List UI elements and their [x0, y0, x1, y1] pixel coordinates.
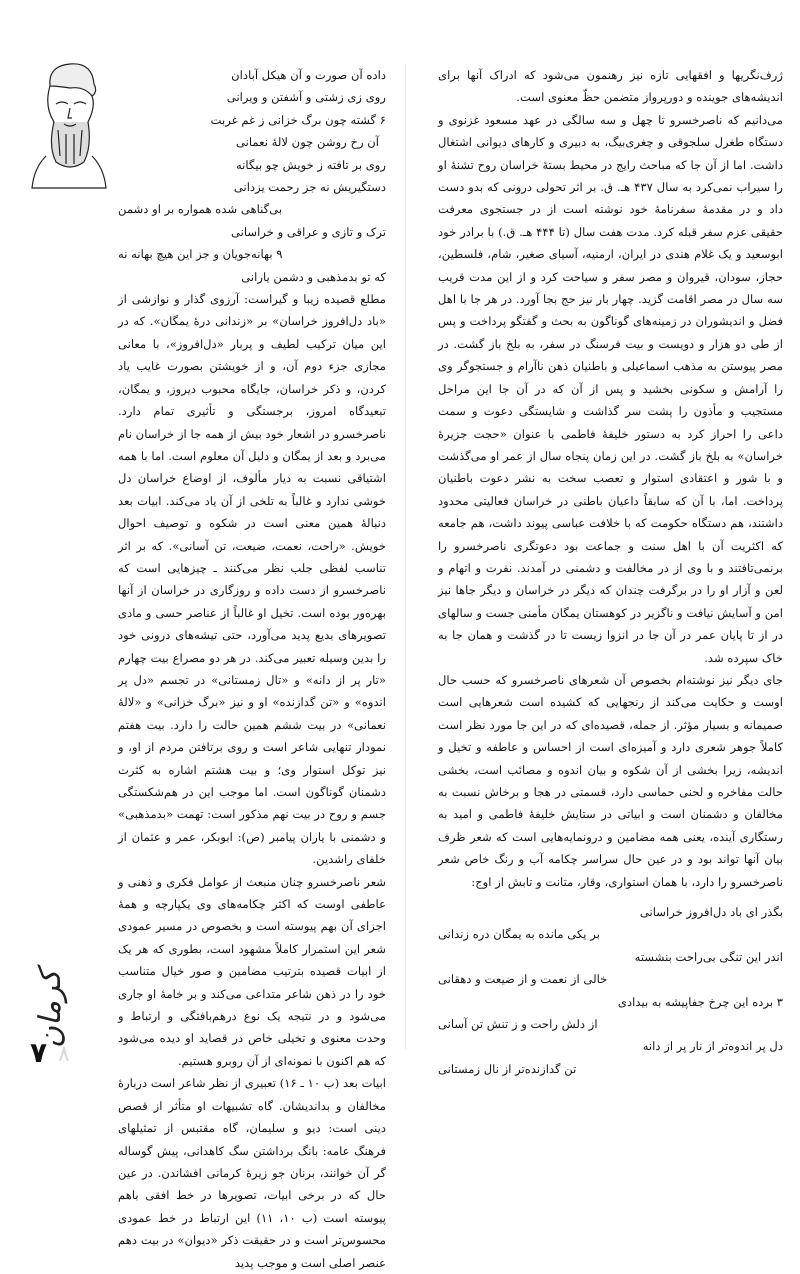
magazine-title: کرمان [33, 969, 68, 1048]
poem-line: ۳ برده این چرخ جفاپیشه به بیدادی [617, 994, 783, 1009]
paragraph: ژرف‌نگریها و افقهایی تازه نیز رهنمون می‌شود که ادراک آنها برای اندیشه‌های جوینده و دورپرواز متضمن حظّ معنوی است. [438, 68, 783, 105]
poem-line: ترک و تازی و عراقی و خراسانی [230, 224, 386, 239]
column-divider [405, 64, 406, 1049]
paragraph: مطلع قصیده زیبا و گیراست: آرزوی گذار و نوازشی از «باد دل‌افروز خراسان» بر «زندانی درهٔ یمگان». که در این میان ترکیب لطیف و پربار «دل‌افروز»، با معانی مجازی جزء دوم آن، و از خویشتن بصورت غایب یاد کردن، و ذکر خراسان، جایگاه محبوب دیروز، و یمگان، تبعیدگاه امروز، برجستگی و تأثیری تمام دارد. ناصرخسرو در اشعار خود بیش از همه جا از خراسان نام می‌برد و بعد از یمگان و دلیل آن معلوم است. اما با همه اشتیاقی نسبت به دیار مألوف، از اوضاع خراسان دل خوشی ندارد و غالباً به تلخی از آن یاد می‌کند. ابیات بعد دنبالهٔ همین معنی است در شکوه و توصیف احوال خویش. «راحت، نعمت، ضیعت، تن آسانی». که بر اثر تناسب لفظی جلب نظر می‌کنند ـ چیزهایی است که ناصرخسرو از دست داده و روزگاری در خراسان از آنها بهره‌ور بوده است. تخیل او غالباً از عناصر حسی و مادی تصویرهای بدیع پدید می‌آورد، حتی تیشه‌های درونی خود را بدین وسیله تعبیر می‌کند. در هر دو مصراع بیت چهارم «تار پر از دانه» و «تال زمستانی» در تجسم «دل پر اندوه» و «تن گدازنده» او و نیز «برگ خزانی» و «لالهٔ نعمانی» در بیت ششم همین حالت را دارد. بیت هفتم نمودار تنهایی شاعر است و روی برتافتن مردم از او، و نیز توکل استوار وی؛ و بیت هشتم اشاره به کثرت دشمنان گوناگون است. اما موجب این در هم‌شکستگی جسم و روح در بیت نهم مذکور است: تهمت «بدمذهبی» و دشمنی با یاران پیامبر (ص): ابوبکر، عمر و عثمان از خلفای راشدین. [118, 292, 386, 867]
poem-line: روی زی زشتی و آشفتن و ویرانی [226, 90, 386, 105]
page-number: ۷ [30, 1036, 48, 1069]
paragraph: شعر ناصرخسرو چنان منبعث از عوامل فکری و ذهنی و عاطفی اوست که اکثر چکامه‌های وی یکپارچه و همهٔ اجزای آن بهم پیوسته است و بخصوص در مسیر عمودی شعر این استمرار کاملاً مشهود است، بطوری که هر یک از ابیات قصیده بترتیب مضامین و صور خیال متناسب خود را در ذهن شاعر متداعی می‌کند و بر خامهٔ او جاری می‌شود و در نتیجه یک نوع درهم‌بافتگی و ارتباط و وحدت معنوی و تخیلی خاص در قصاید او دیده می‌شود که هم اکنون با نمونه‌ای از آن روبرو هستیم. [118, 874, 386, 1068]
poem-line: روی بر تافته ز خویش چو بیگانه [235, 157, 386, 172]
poem-line: از دلش راحت و ز تنش تن آسانی [438, 1017, 598, 1032]
right-column [438, 64, 783, 1080]
paragraph: جای دیگر نیز نوشته‌ام بخصوص آن شعرهای ناصرخسرو که حسب حال اوست و حکایت می‌کند از رنجهایی که کشیده است شعرهایی است صمیمانه و بسیار مؤثر. از جمله، قصیده‌ای که در این جا مورد نظر است کاملاً جوهر شعری دارد و آمیزه‌ای است از احساس و عاطفه و تخیل و اندیشه، زیرا بخشی از آن شکوه و بیان اندوه و مصائب است، بخشی حالت مفاخره و لحنی حماسی دارد، قسمتی در هجا و برخاش نسبت به مخالفان و دشمنان است و ابیاتی در ستایش خلیفهٔ فاطمی و امید به رستگاری آینده، یعنی همه مضامین و درونمایه‌هایی است که شعر ظرف بیان آنها تواند بود و در عین حال سراسر چکامه آب و رنگ خاص شعر ناصرخسرو را دارد، با همان استواری، وقار، متانت و تابش از اوج: [438, 672, 783, 889]
poem-line: ۶ گشته چون برگ خزانی ز غم غربت [210, 112, 386, 127]
paragraph: ابیات بعد (ب ۱۰ ـ ۱۶) تعبیری از نظر شاعر است دربارهٔ مخالفان و بداندیشان. گاه تشبیهات او متأثر از قصص دینی است: دیو و سلیمان، گاه مقتبس از تمثیلهای فرهنگ عامه: بانگ برداشتن سگ کاهدانی، پیش گوساله گر آن خوانند، برنان جو زیرهٔ کرمانی افشاندن. در عین حال که در برخی ابیات، تصویرها در خط افقی باهم پیوسته است (ب ۱۰، ۱۱) این ارتباط در خط عمودی محسوس‌تر است و در حقیقت ذکر «دیوان» در بیت دهم عنصر اصلی است و موجب پدید [118, 1076, 386, 1270]
poem-line: آن رخ روشن چون لالهٔ نعمانی [236, 135, 379, 150]
portrait-illustration [26, 56, 112, 192]
poem-block [438, 901, 783, 1080]
left-column [118, 64, 386, 1274]
poem-line: داده آن صورت و آن هیکل آبادان [231, 68, 386, 82]
poem-line: خالی از نعمت و از ضیعت و دهقانی [438, 972, 608, 987]
poem-line: اندر این تنگی بی‌راحت بنشسته [634, 949, 783, 964]
poem-line: دل پر اندوه‌تر از نار پر از دانه [642, 1039, 783, 1054]
poem-line: دستگیریش نه جز رحمت یزدانی [233, 180, 386, 195]
poem-line: بگذر ای باد دل‌افروز خراسانی [639, 905, 783, 920]
paragraph: می‌دانیم که ناصرخسرو تا چهل و سه سالگی در عهد مسعود غزنوی و دستگاه طغرل سلجوقی و چغری‌بیگ، به دبیری و کارهای دیوانی اشتغال داشت. اما از آن جا که مباحث رایج در محیط بستهٔ خراسان روح تشنهٔ او را سیراب نمی‌کرد به سال ۴۳۷ هـ. ق. بر اثر تحولی درونی که بدو دست داد و در مقدمهٔ سفرنامهٔ خود نوشته است از در جستجوی معرفت حقیقی عزم سفر قبله کرد. مدت هفت سال (تا ۴۴۴ هـ. ق.) با برادر خود ابوسعید و یک غلام هندی در ایران، ارمنیه، آسیای صغیر، شام، فلسطین، حجاز، سودان، قیروان و مصر سفر و سیاحت کرد و از این مدت قریب سه سال در مصر اقامت گزید. چهار بار نیز حج بجا آورد. در هر جا با اهل فضل و اندیشوران در زمینه‌های گوناگون به بحث و گفتگو پرداخت و پس از طی دو هزار و دویست و بیت فرسنگ در سفر، به بلخ باز گشت. در مصر پیوستن به مذهب اسماعیلی و باطنیان ذهن ناآرام و جستجوگر وی را آرامش و سکونی بخشید و پس از آن که در آن جا این مراحل مستجیب و مأذون را پشت سر گذاشت و شایستگی دعوت و سمت داعی را احراز کرد به دستور خلیفهٔ فاطمی با عنوان «حجت جزیرهٔ خراسان» به بلخ باز گشت. در این زمان پنجاه سال از عمر او می‌گذشت و با شور و اعتقادی استوار و تعصب سخت به نشر دعوت باطنیان پرداخت. اما، با آن که سابقاً داعیان باطنی در خراسان فعالیتی محدود داشتند، هم دستگاه حکومت که با خلافت عباسی پیوند داشت، هم جامعه که اکثریت آن با اهل سنت و جماعت بود دعوتگری ناصرخسرو را برنمی‌تافتند و با وی از در مخالفت و دشمنی در آمدند. نفرت و اتهام و لعن و آزار او را در برگرفت چندان که دیگر در خراسان و دیگر جاها نیز امن و آسایش نیافت و ناگزیر در کوهستان یمگان مأمنی جست و سالهای در از تا پایان عمر در آن جا در انزوا زیست تا در گذشت و همان جا به خاک سپرده شد. [438, 112, 783, 665]
watermark: ۸ [58, 1042, 70, 1067]
poem-line: که تو بدمذهبی و دشمن یارانی [241, 269, 386, 284]
poem-line: بی‌گناهی شده همواره بر او دشمن [118, 202, 283, 217]
poem-line: بر یکی مانده به یمگان دره زندانی [438, 927, 600, 942]
poem-line: تن گدازنده‌تر از نال زمستانی [438, 1061, 577, 1076]
poem-block [210, 64, 386, 176]
poem-line: ۹ بهانه‌جویان و جز این هیچ بهانه نه [118, 247, 283, 262]
